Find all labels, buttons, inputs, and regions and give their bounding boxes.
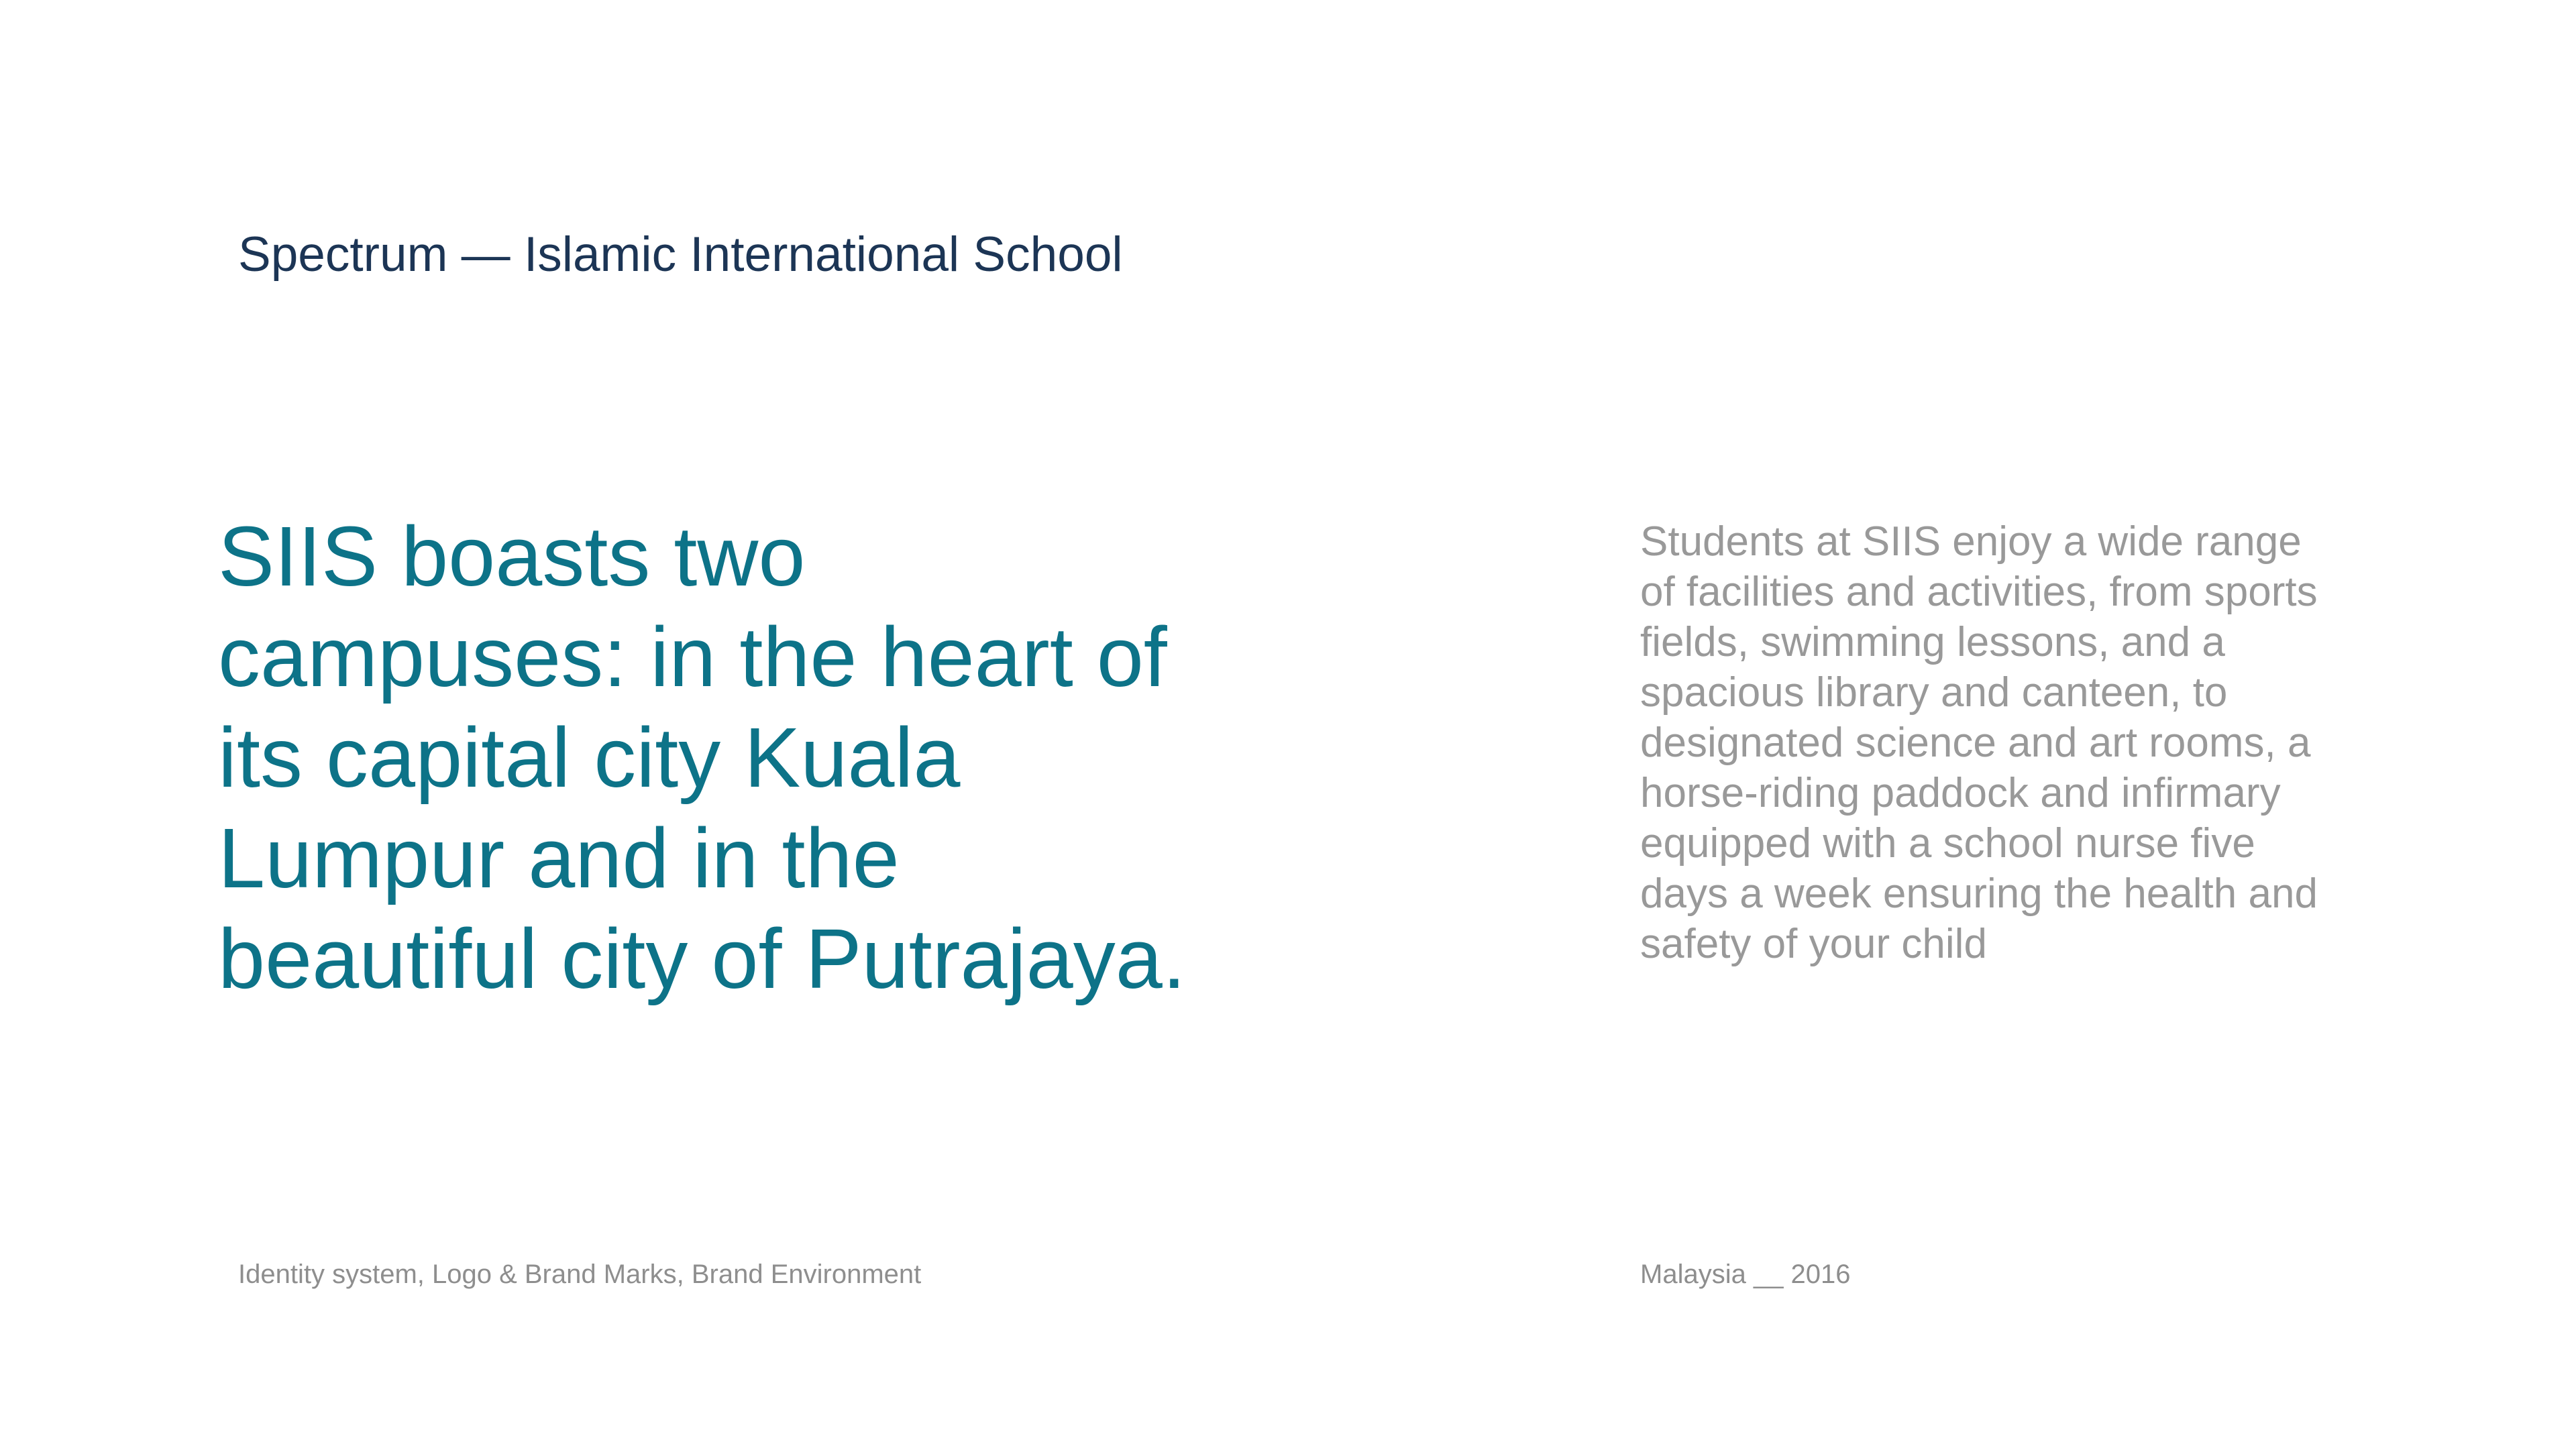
description-paragraph — [1640, 516, 2445, 969]
description-line: horse-riding paddock and infirmary — [1640, 770, 2281, 816]
description-line: spacious library and canteen, to — [1640, 669, 2228, 716]
project-title: Spectrum — Islamic International School — [238, 227, 1123, 282]
description-line: safety of your child — [1640, 921, 1987, 967]
description-line: designated science and art rooms, a — [1640, 720, 2311, 766]
headline-line: its capital city Kuala — [218, 710, 961, 805]
description-line: of facilities and activities, from sports — [1640, 569, 2318, 615]
headline-line: SIIS boasts two — [218, 509, 806, 604]
location-year-caption: Malaysia __ 2016 — [1640, 1260, 1851, 1289]
headline-line: campuses: in the heart of — [218, 610, 1167, 704]
headline — [218, 506, 1291, 1009]
description-line: days a week ensuring the health and — [1640, 871, 2318, 917]
description-line: fields, swimming lessons, and a — [1640, 619, 2225, 665]
headline-line: Lumpur and in the — [218, 811, 900, 905]
description-line: Students at SIIS enjoy a wide range — [1640, 518, 2302, 565]
headline-line: beautiful city of Putrajaya. — [218, 911, 1186, 1006]
description-line: equipped with a school nurse five — [1640, 820, 2255, 867]
services-caption: Identity system, Logo & Brand Marks, Brand Environment — [238, 1260, 922, 1289]
